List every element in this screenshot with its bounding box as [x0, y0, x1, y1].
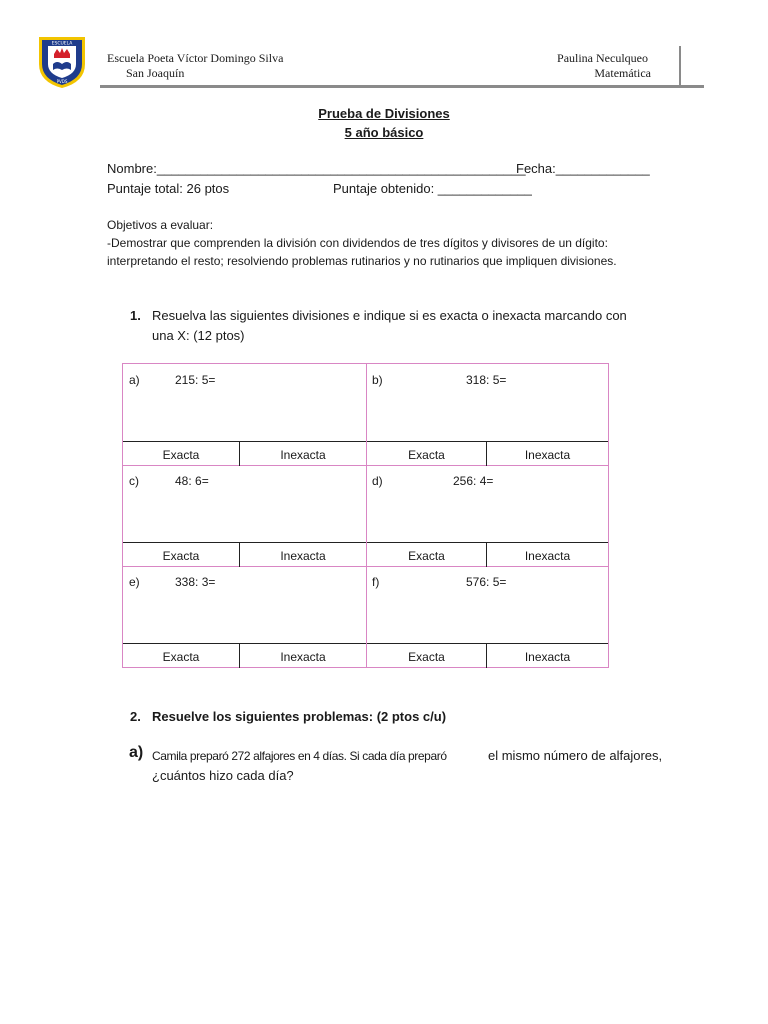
- header-rule: [100, 85, 704, 88]
- item-expression-a: 215: 5=: [175, 373, 216, 387]
- inexact-option-d[interactable]: Inexacta: [524, 549, 571, 563]
- date-field[interactable]: Fecha:_____________: [516, 161, 650, 176]
- objectives-heading: Objetivos a evaluar:: [107, 218, 214, 232]
- column-divider: [366, 364, 367, 667]
- exact-option-b[interactable]: Exacta: [408, 448, 445, 462]
- q2-number: 2.: [130, 709, 141, 724]
- problem-a-letter: a): [129, 744, 144, 761]
- item-letter-d: d): [372, 474, 383, 488]
- q2-heading: Resuelve los siguientes problemas: (2 ptos c/u): [152, 709, 447, 724]
- problem-a-line-1-part-1: Camila preparó 272 alfajores en 4 días. Si cada día preparó: [152, 749, 447, 763]
- exact-option-e[interactable]: Exacta: [162, 650, 200, 664]
- divisions-table: [122, 363, 609, 668]
- objectives-line-1: -Demostrar que comprenden la división con dividendos de tres dígitos y divisores de un dígito:: [107, 236, 608, 250]
- header-vertical-rule: [679, 46, 681, 86]
- teacher-name: Paulina Neculqueo: [557, 51, 648, 65]
- inexact-option-e[interactable]: Inexacta: [280, 650, 326, 664]
- item-letter-f: f): [372, 575, 380, 589]
- logo-top-text: ESCUELA: [51, 41, 73, 47]
- q1-instruction-line-1: Resuelva las siguientes divisiones e indique si es exacta o inexacta marcando con: [152, 308, 627, 323]
- item-letter-b: b): [372, 373, 383, 387]
- item-expression-c: 48: 6=: [175, 474, 209, 488]
- subject-name: Matemática: [594, 66, 651, 80]
- test-title: Prueba de Divisiones: [318, 106, 450, 121]
- total-score: Puntaje total: 26 ptos: [107, 181, 230, 196]
- exact-option-c[interactable]: Exacta: [162, 549, 200, 563]
- problem-a-line-2: ¿cuántos hizo cada día?: [152, 768, 294, 783]
- school-location: San Joaquín: [126, 66, 185, 80]
- school-logo: [36, 34, 88, 90]
- logo-bottom-text: PVDS: [56, 79, 68, 84]
- q1-number: 1.: [130, 308, 141, 323]
- inexact-option-b[interactable]: Inexacta: [524, 448, 571, 462]
- item-expression-f: 576: 5=: [466, 575, 507, 589]
- objectives-line-2: interpretando el resto; resolviendo problemas rutinarios y no rutinarios que impliquen divisiones.: [107, 254, 617, 268]
- name-field[interactable]: Nombre:___________________________________________________: [107, 161, 526, 176]
- obtained-score-field[interactable]: Puntaje obtenido: _____________: [333, 181, 532, 196]
- item-expression-e: 338: 3=: [175, 575, 216, 589]
- inexact-option-a[interactable]: Inexacta: [280, 448, 326, 462]
- q1-instruction-line-2: una X: (12 ptos): [152, 328, 245, 343]
- inexact-option-f[interactable]: Inexacta: [524, 650, 571, 664]
- exact-option-d[interactable]: Exacta: [408, 549, 445, 563]
- inexact-option-c[interactable]: Inexacta: [280, 549, 326, 563]
- item-letter-e: e): [129, 575, 140, 589]
- problem-a-line-1-part-2: el mismo número de alfajores,: [488, 748, 663, 763]
- exact-option-a[interactable]: Exacta: [162, 448, 200, 462]
- grade-title: 5 año básico: [344, 125, 424, 140]
- item-expression-b: 318: 5=: [466, 373, 507, 387]
- exact-option-f[interactable]: Exacta: [408, 650, 445, 664]
- item-letter-c: c): [129, 474, 139, 488]
- school-name: Escuela Poeta Víctor Domingo Silva: [107, 51, 284, 65]
- item-expression-d: 256: 4=: [453, 474, 494, 488]
- item-letter-a: a): [129, 373, 140, 387]
